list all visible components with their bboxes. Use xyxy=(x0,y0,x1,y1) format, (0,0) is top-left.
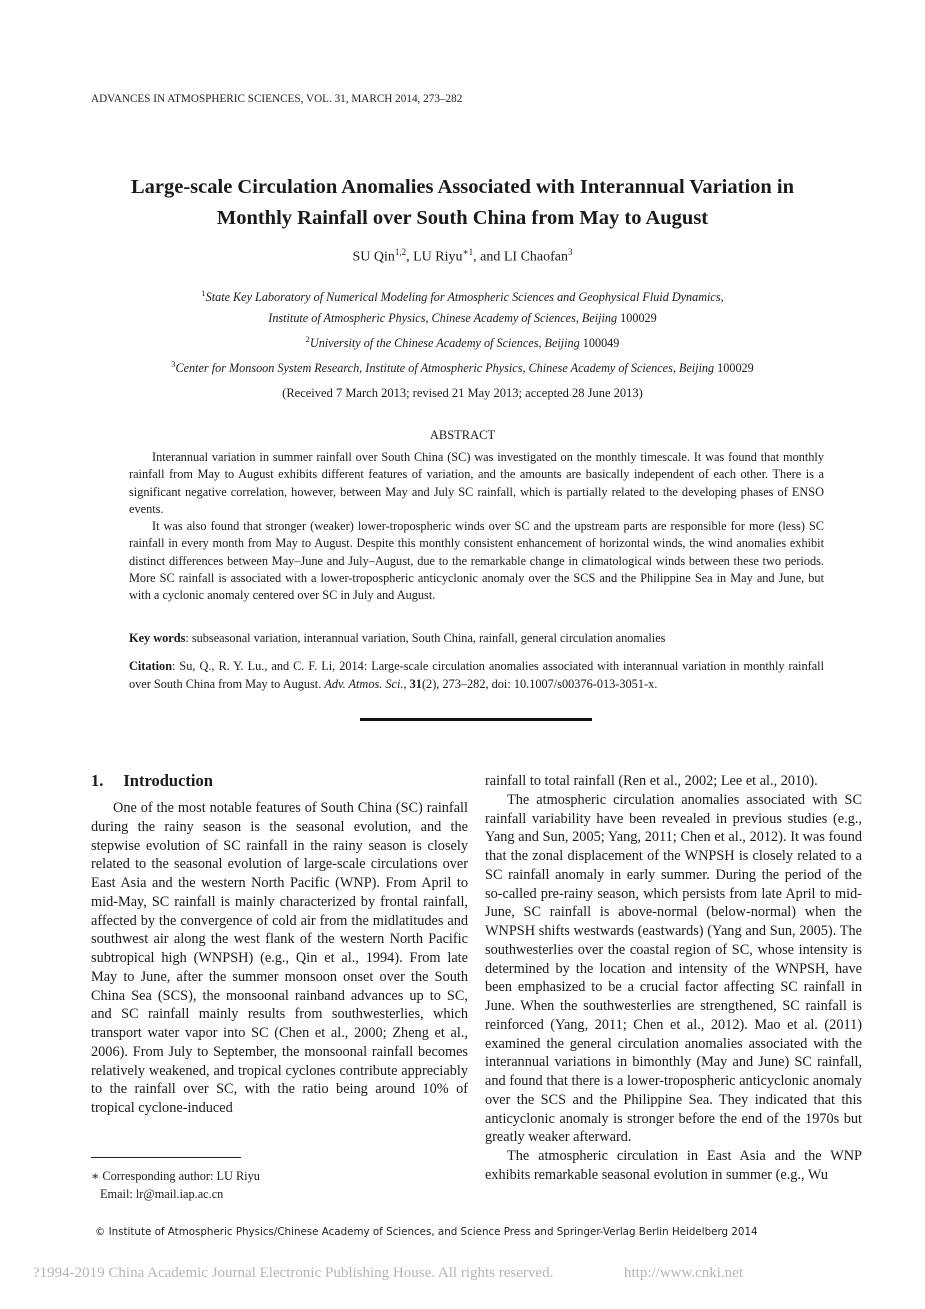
author-affil-marker: ∗1 xyxy=(462,247,474,257)
section-heading xyxy=(91,771,213,791)
affil-text: Institute of Atmospheric Physics, Chinese Academy of Sciences, Beijing xyxy=(268,311,618,326)
affil-text: Center for Monsoon System Research, Institute of Atmospheric Physics, Chinese Academy of Sciences, Beijing xyxy=(175,361,715,376)
keywords xyxy=(129,631,824,646)
affil-marker: 3 xyxy=(171,359,176,370)
section-divider xyxy=(360,718,592,721)
body-paragraph: The atmospheric circulation anomalies associated with SC rainfall variability have been revealed in previous studies (e.g., Yang and Sun, 2005; Yang, 2011; Chen et al., 2012). It was found that the zonal displacement of the WNPSH is closely related to a SC rainfall anomaly in early summer. During the period of the so-called pre-rainy season, which persists from late April to mid-June, SC rainfall is above-normal (below-normal) when the WNPSH shifts westwards (eastwards) (Yang and Sun, 2005). The southwesterlies over the coastal region of SC, whose intensity is determined by the location and intensity of the WNPSH, have been emphasized to be a crucial factor affecting SC rainfall in June. When the southwesterlies are strengthened, SC rainfall is reinforced (Yang, 2011; Chen et al., 2012). Mao et al. (2011) examined the general circulation anomalies associated with the interannual variations in bimonthly (May and June) SC rainfall, and found that there is a lower-tropospheric anticyclonic anomaly over the SCS and the Philippine Sea. They indicated that this anticyclonic anomaly is stronger before the end of the 1970s but greatly weaker afterward. xyxy=(485,791,862,1146)
citation-label: Citation xyxy=(129,659,173,673)
body-column-right xyxy=(485,772,862,1185)
abstract-heading: ABSTRACT xyxy=(429,428,496,442)
received-dates: (Received 7 March 2013; revised 21 May 2013; accepted 28 June 2013) xyxy=(282,386,643,400)
author-separator: , and xyxy=(473,249,504,265)
affil-postcode: 100049 xyxy=(582,336,620,351)
author-list xyxy=(80,247,845,266)
citation-sep: , xyxy=(403,677,410,691)
abstract-body xyxy=(129,449,824,605)
author-name: LU Riyu xyxy=(413,249,463,265)
affiliation-line xyxy=(80,283,845,308)
copyright-notice: © Institute of Atmospheric Physics/Chinese Academy of Sciences, and Science Press and Springer-Verlag Berlin Heidelberg 2014 xyxy=(95,1226,758,1238)
keywords-label: Key words xyxy=(129,631,186,645)
abstract-paragraph: It was also found that stronger (weaker) lower-tropospheric winds over SC and the upstream parts are responsible for more (less) SC rainfall in every month from May to August. Despite this monthly consistent enhancement of horizontal winds, the wind anomalies exhibit distinct differences between May–June and July–August, due to the remarkable change in climatological winds between these two periods. More SC rainfall is associated with a lower-tropospheric anticyclonic anomaly over the SCS and the Philippine Sea in May and June, but with a cyclonic anomaly centered over SC in July and August. xyxy=(129,519,824,603)
section-title: Introduction xyxy=(123,771,213,790)
body-paragraph: One of the most notable features of South China (SC) rainfall during the rainy season is the seasonal evolution, and the stepwise evolution of SC rainfall in the rainy season is closely related to the seasonal evolution of large-scale circulations over East Asia and the western North Pacific (WNP). From April to mid-May, SC rainfall is mainly characterized by frontal rainfall, affected by the convergence of cold air from the midlatitudes and southwest air along the west flank of the western North Pacific subtropical high (WNPSH) (e.g., Qin et al., 1994). From late May to June, after the summer monsoon onset over the South China Sea (SCS), the monsoonal rainband advances up to SC, and SC rainfall mainly results from southwesterlies, which transport water vapor into SC (Chen et al., 2000; Zheng et al., 2006). From July to September, the monsoonal rainfall becomes relatively weakened, and tropical cyclones contribute appreciably to the rainfall over SC, with the ratio being around 10% of tropical cyclone-induced xyxy=(91,800,468,1116)
affiliations xyxy=(80,283,845,379)
author-name: SU Qin xyxy=(352,249,395,265)
author-affil-marker: 3 xyxy=(568,247,573,257)
footnote xyxy=(91,1167,260,1203)
citation-volume: 31 xyxy=(409,677,422,691)
affil-text: State Key Laboratory of Numerical Modeling for Atmospheric Sciences and Geophysical Fluid Dynamics, xyxy=(205,290,724,305)
affiliation-line xyxy=(80,308,845,329)
author-separator: , xyxy=(406,249,414,265)
affil-postcode: 100029 xyxy=(717,361,754,376)
running-head: ADVANCES IN ATMOSPHERIC SCIENCES, VOL. 31, MARCH 2014, 273–282 xyxy=(91,93,463,105)
watermark-notice: ?1994-2019 China Academic Journal Electronic Publishing House. All rights reserved. xyxy=(33,1265,554,1281)
affiliation-line xyxy=(80,354,845,379)
section-number: 1. xyxy=(91,771,104,790)
body-column-left xyxy=(91,799,468,1118)
paper-title xyxy=(80,172,845,234)
body-paragraph-continuation: rainfall to total rainfall (Ren et al., 2002; Lee et al., 2010). xyxy=(485,773,818,789)
footnote-corresponding-author: ∗ Corresponding author: LU Riyu xyxy=(91,1169,260,1183)
affil-marker: 1 xyxy=(201,288,206,298)
affiliation-line xyxy=(80,329,845,354)
abstract-paragraph: Interannual variation in summer rainfall over South China (SC) was investigated on the monthly timescale. It was found that monthly rainfall from May to August exhibits different features of variation, and the amounts are basically independent of each other. There is a significant negative correlation, however, between May and July SC rainfall, which is partially related to the developing phases of ENSO events. xyxy=(129,450,824,516)
affil-postcode: 100029 xyxy=(620,311,657,326)
citation-journal: Adv. Atmos. Sci. xyxy=(324,677,404,691)
watermark-url: http://www.cnki.net xyxy=(624,1265,744,1281)
author-name: LI Chaofan xyxy=(503,249,569,265)
title-line-2: Monthly Rainfall over South China from May to August xyxy=(216,207,709,229)
footnote-email: Email: lr@mail.iap.ac.cn xyxy=(100,1187,224,1201)
author-affil-marker: 1,2 xyxy=(394,247,407,257)
body-paragraph: The atmospheric circulation in East Asia and the WNP exhibits remarkable seasonal evolution in summer (e.g., Wu xyxy=(485,1148,862,1183)
footnote-rule xyxy=(91,1157,241,1158)
citation-text: : Su, Q., R. Y. Lu., and C. F. Li, 2014: Large-scale circulation anomalies associated with interannual variation in monthly rainfall over South China from May to August. xyxy=(129,659,824,691)
affil-marker: 2 xyxy=(305,334,310,345)
keywords-text: : subseasonal variation, interannual variation, South China, rainfall, general circulation anomalies xyxy=(185,631,666,645)
citation xyxy=(129,657,824,693)
affil-text: University of the Chinese Academy of Sciences, Beijing xyxy=(309,336,580,351)
title-line-1: Large-scale Circulation Anomalies Associated with Interannual Variation in xyxy=(130,176,795,198)
citation-doi: (2), 273–282, doi: 10.1007/s00376-013-3051-x. xyxy=(421,677,658,691)
